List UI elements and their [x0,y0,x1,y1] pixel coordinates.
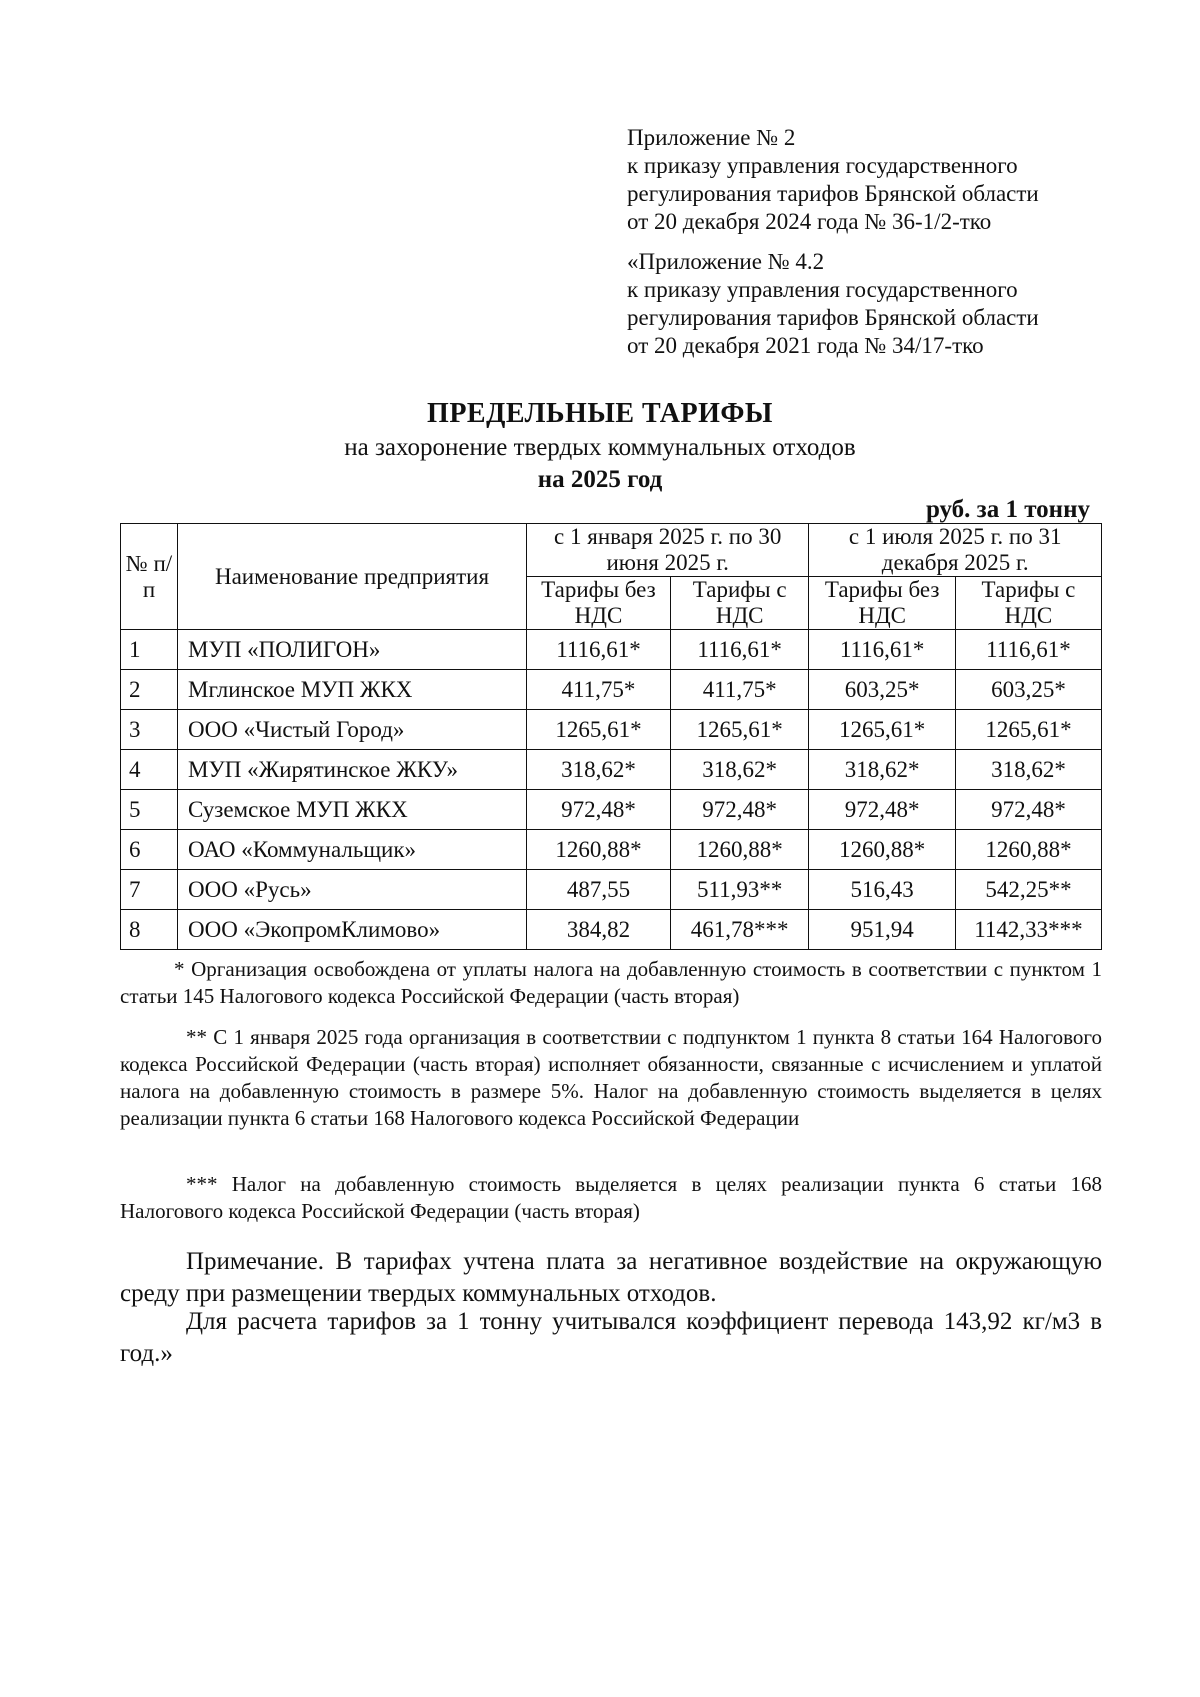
table-row [121,750,1102,790]
tariff-p1-no-vat: 487,55 [527,870,671,910]
table-row [121,910,1102,950]
original-appendix-line: регулирования тарифов Брянской области [627,305,1039,330]
footnote-triple-asterisk [120,1171,1102,1225]
tariff-p2-no-vat: 1260,88* [809,830,955,870]
row-number: 8 [121,910,178,950]
original-appendix-line: от 20 декабря 2021 года № 34/17-тко [627,333,984,358]
table-row [121,870,1102,910]
tariff-p1-vat: 318,62* [670,750,809,790]
enterprise-name: Мглинское МУП ЖКХ [178,670,527,710]
tariff-p2-no-vat: 516,43 [809,870,955,910]
header-number: № п/п [121,524,178,630]
enterprise-name: ООО «ЭкопромКлимово» [178,910,527,950]
tariff-p2-vat: 972,48* [955,790,1101,830]
tariff-p1-vat: 1260,88* [670,830,809,870]
enterprise-name: МУП «ПОЛИГОН» [178,630,527,670]
tariff-p2-no-vat: 1116,61* [809,630,955,670]
tariff-p1-vat: 411,75* [670,670,809,710]
table-row [121,710,1102,750]
tariff-p1-no-vat: 318,62* [527,750,671,790]
tariff-p1-no-vat: 411,75* [527,670,671,710]
footnote-text: ** С 1 января 2025 года организация в соответствии с подпунктом 1 пункта 8 статьи 164 Налогового кодекса Российской Федерации (часть вторая) исполняет обязанности, связанные с исчислением и уплатой налога на добавленную стоимость в размере 5%. Налог на добавленную стоимость выделяется в целях реализации пункта 6 статьи 168 Налогового кодекса Российской Федерации [120,1025,1102,1130]
footnote-text: *** Налог на добавленную стоимость выделяется в целях реализации пункта 6 статьи 168 Налогового кодекса Российской Федерации (часть вторая) [120,1172,1102,1223]
footnote-text: * Организация освобождена от уплаты налога на добавленную стоимость в соответствии с пунктом 1 статьи 145 Налогового кодекса Российской Федерации (часть вторая) [120,957,1102,1008]
tariff-p1-vat: 972,48* [670,790,809,830]
tariff-p2-no-vat: 1265,61* [809,710,955,750]
tariffs-table [120,523,1102,950]
header-period-1: с 1 января 2025 г. по 30 июня 2025 г. [527,524,809,577]
tariff-p2-vat: 603,25* [955,670,1101,710]
original-appendix-header [627,248,1087,360]
row-number: 6 [121,830,178,870]
header-with-vat: Тарифы с НДС [955,577,1101,630]
tariff-p2-vat: 1116,61* [955,630,1101,670]
tariff-p1-no-vat: 1116,61* [527,630,671,670]
tariff-p2-vat: 318,62* [955,750,1101,790]
footnote-single-asterisk [120,956,1102,1010]
header-name: Наименование предприятия [178,524,527,630]
row-number: 7 [121,870,178,910]
tariff-p1-no-vat: 1265,61* [527,710,671,750]
enterprise-name: МУП «Жирятинское ЖКУ» [178,750,527,790]
table-row [121,830,1102,870]
tariff-p2-no-vat: 603,25* [809,670,955,710]
table-row [121,630,1102,670]
header-without-vat: Тарифы без НДС [527,577,671,630]
enterprise-name: Суземское МУП ЖКХ [178,790,527,830]
original-appendix-line: «Приложение № 4.2 [627,249,825,274]
row-number: 3 [121,710,178,750]
note-text: Примечание. В тарифах учтена плата за негативное воздействие на окружающую среду при размещении твердых коммунальных отходов. [120,1248,1102,1307]
table-row [121,670,1102,710]
note-paragraph [120,1246,1102,1310]
tariff-p1-vat: 461,78*** [670,910,809,950]
appendix-line: от 20 декабря 2024 года № 36-1/2-тко [627,209,992,234]
tariff-p2-no-vat: 972,48* [809,790,955,830]
tariff-p2-vat: 1142,33*** [955,910,1101,950]
appendix-line: к приказу управления государственного [627,153,1018,178]
tariff-p2-no-vat: 318,62* [809,750,955,790]
coefficient-paragraph [120,1306,1102,1370]
enterprise-name: ОАО «Коммунальщик» [178,830,527,870]
appendix-line: регулирования тарифов Брянской области [627,181,1039,206]
header-with-vat: Тарифы с НДС [670,577,809,630]
row-number: 2 [121,670,178,710]
tariff-p1-no-vat: 1260,88* [527,830,671,870]
tariff-p1-vat: 1116,61* [670,630,809,670]
header-period-2: с 1 июля 2025 г. по 31 декабря 2025 г. [809,524,1102,577]
tariff-p2-vat: 1265,61* [955,710,1101,750]
document-year: на 2025 год [537,466,663,493]
tariff-p1-vat: 511,93** [670,870,809,910]
row-number: 1 [121,630,178,670]
appendix-line: Приложение № 2 [627,125,796,150]
tariff-p2-vat: 1260,88* [955,830,1101,870]
enterprise-name: ООО «Русь» [178,870,527,910]
row-number: 5 [121,790,178,830]
original-appendix-line: к приказу управления государственного [627,277,1018,302]
tariff-p2-no-vat: 951,94 [809,910,955,950]
enterprise-name: ООО «Чистый Город» [178,710,527,750]
tariff-p1-vat: 1265,61* [670,710,809,750]
tariff-p1-no-vat: 384,82 [527,910,671,950]
coefficient-text: Для расчета тарифов за 1 тонну учитывался коэффициент перевода 143,92 кг/м3 в год.» [120,1308,1102,1367]
document-subtitle: на захоронение твердых коммунальных отходов [344,434,856,461]
tariff-p1-no-vat: 972,48* [527,790,671,830]
appendix-header [627,124,1087,236]
header-without-vat: Тарифы без НДС [809,577,955,630]
footnote-double-asterisk [120,1024,1102,1132]
unit-label: руб. за 1 тонну [925,496,1090,523]
document-title: ПРЕДЕЛЬНЫЕ ТАРИФЫ [427,398,773,429]
tariff-p2-vat: 542,25** [955,870,1101,910]
row-number: 4 [121,750,178,790]
table-row [121,790,1102,830]
